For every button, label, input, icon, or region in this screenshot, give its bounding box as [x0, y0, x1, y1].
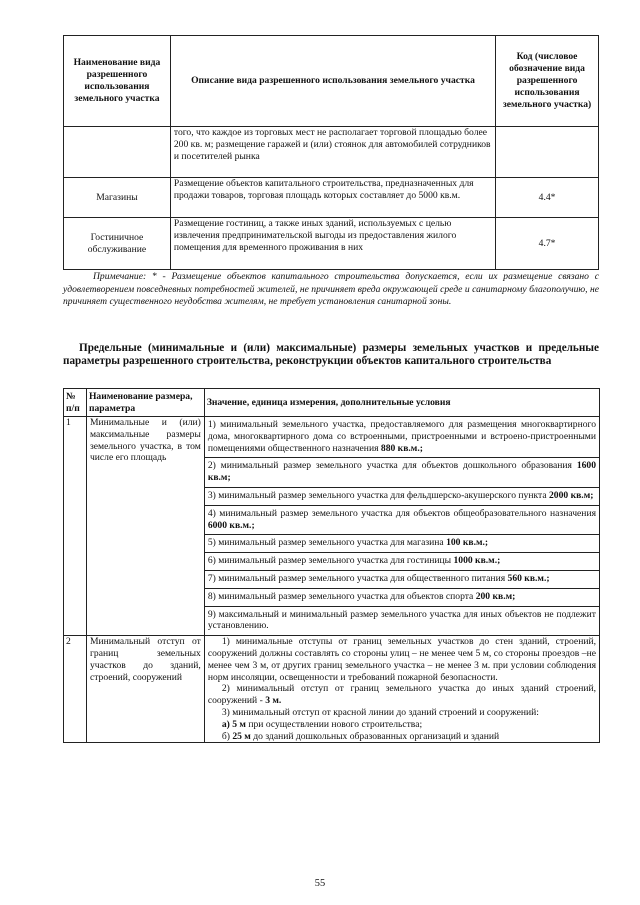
- table-row: [64, 127, 599, 178]
- value-item: 4) минимальный размер земельного участка для объектов общеобразовательного назначения 6000 кв.м.;: [205, 506, 599, 536]
- table-header-row: [64, 36, 599, 127]
- value-item: 6) минимальный размер земельного участка для гостиницы 1000 кв.м.;: [205, 553, 599, 571]
- table-row: [64, 218, 599, 270]
- row-code: 4.4*: [496, 178, 599, 218]
- value-item: 5) минимальный размер земельного участка для магазина 100 кв.м.;: [205, 535, 599, 553]
- note: Примечание: * - Размещение объектов капитального строительства допускается, если их размещение связано с удовлетворением повседневных потребностей жителей, не причиняет вреда окружающей среде и санитарному благополучию, не причиняет существенного неудобства жителям, не требует установления санитарной зоны.: [63, 271, 599, 308]
- value-item: 3) минимальный размер земельного участка для фельдшерско-акушерского пункта 2000 кв.м;: [205, 488, 599, 506]
- section-heading: Предельные (минимальные и (или) максимальные) размеры земельных участков и предельные параметры разрешенного строительства, реконструкции объектов капитального строительства: [63, 342, 599, 367]
- header-value: Значение, единица измерения, дополнительные условия: [204, 389, 599, 417]
- row-code: 4.7*: [496, 218, 599, 270]
- land-use-table: [63, 35, 599, 270]
- row-description: Размещение объектов капитального строительства, предназначенных для продажи товаров, торговая площадь которых составляет до 5000 кв.м.: [170, 178, 495, 218]
- paragraph: 3) минимальный отступ от красной линии до зданий строений и сооружений:: [221, 706, 539, 718]
- value-item: 2) минимальный размер земельного участка для объектов дошкольного образования 1600 кв.м;: [205, 458, 599, 488]
- row-name: Магазины: [64, 178, 171, 218]
- row-name: Гостиничное обслуживание: [64, 218, 171, 270]
- row-values: [204, 417, 599, 636]
- row-number: 1: [64, 417, 87, 636]
- header-code: Код (числовое обозначение вида разрешенного использования земельного участка): [496, 36, 599, 127]
- paragraph: а) 5 м при осуществлении нового строительства;: [221, 718, 423, 730]
- row-parameter: Минимальный отступ от границ земельных участков до зданий, строений, сооружений: [86, 636, 204, 743]
- table-row: [64, 636, 600, 743]
- table-row: [64, 178, 599, 218]
- row-name: [64, 127, 171, 178]
- value-item: 1) минимальный земельного участка, предоставляемого для размещения многоквартирного дома, многоквартирного дома со встроенными, пристроенными и встроено-пристроенными помещениями общественного назначения 880 кв.м.;: [205, 417, 599, 458]
- row-values: [204, 636, 599, 743]
- row-description: Размещение гостиниц, а также иных зданий, используемых с целью извлечения предпринимательской выгоды из предоставления жилого помещения для временного проживания в них: [170, 218, 495, 270]
- header-number: № п/п: [64, 389, 87, 417]
- table-header-row: [64, 389, 600, 417]
- value-item: 8) минимальный размер земельного участка для объектов спорта 200 кв.м;: [205, 589, 599, 607]
- paragraph: 1) минимальные отступы от границ земельных участков до стен зданий, строений, сооружений должны составлять со стороны улиц – не менее чем 5 м, со стороны проездов –не менее чем 3 м, от других границ земельного участка – не менее 3 м. при условии соблюдения норм инсоляции, освещенности и требований пожарной безопасности.: [207, 636, 596, 683]
- paragraph: б) 25 м до зданий дошкольных образованных организаций и зданий: [221, 730, 500, 742]
- row-number: 2: [64, 636, 87, 743]
- page-number: 55: [314, 878, 326, 889]
- parameters-table: [63, 388, 600, 743]
- table-row: [64, 417, 600, 636]
- header-name: Наименование вида разрешенного использования земельного участка: [64, 36, 171, 127]
- row-description: того, что каждое из торговых мест не располагает торговой площадью более 200 кв. м; размещение гаражей и (или) стоянок для автомобилей сотрудников и посетителей рынка: [170, 127, 495, 178]
- row-code: [496, 127, 599, 178]
- header-parameter: Наименование размера, параметра: [86, 389, 204, 417]
- value-item: 9) максимальный и минимальный размер земельного участка для иных объектов не подлежит установлению.: [207, 608, 596, 632]
- paragraph: 2) минимальный отступ от границ земельного участка до иных зданий строений, сооружений - 3 м.: [207, 683, 596, 707]
- row-parameter: Минимальные и (или) максимальные размеры земельного участка, в том числе его площадь: [86, 417, 204, 636]
- value-item: 7) минимальный размер земельного участка для общественного питания 560 кв.м.;: [205, 571, 599, 589]
- header-description: Описание вида разрешенного использования земельного участка: [170, 36, 495, 127]
